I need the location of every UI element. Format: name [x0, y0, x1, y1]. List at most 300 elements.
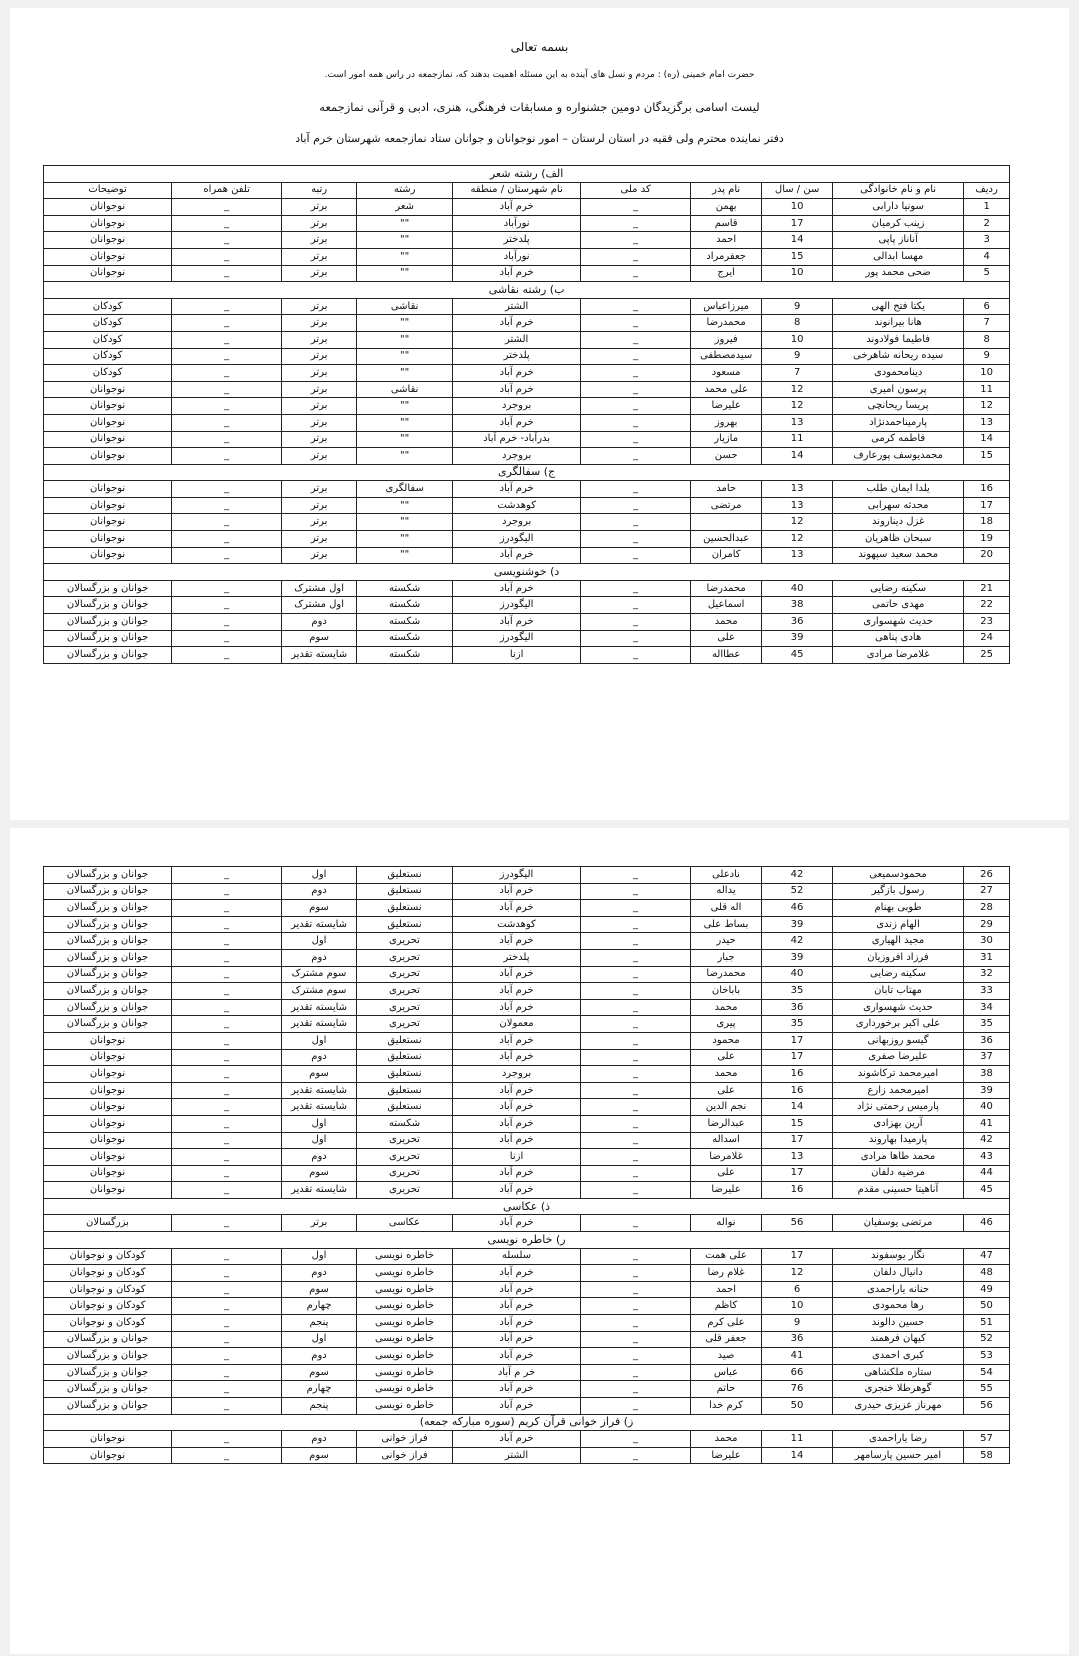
table-cell: 46	[762, 900, 833, 917]
table-cell: _	[172, 1248, 282, 1265]
table-cell: خاطره نویسی	[357, 1298, 453, 1315]
table-cell: پیری	[691, 1016, 762, 1033]
table-cell: _	[581, 497, 691, 514]
table-cell: علی محمد	[691, 381, 762, 398]
table-cell: _	[172, 1016, 282, 1033]
table-cell: 29	[964, 916, 1010, 933]
table-cell: خرم آباد	[453, 1281, 581, 1298]
table-cell: علی همت	[691, 1248, 762, 1265]
table-cell: کودکان و نوجوانان	[44, 1281, 172, 1298]
table-cell: باباخان	[691, 983, 762, 1000]
table-cell: 14	[964, 431, 1010, 448]
table-cell: 55	[964, 1381, 1010, 1398]
table-cell: جوانان و بزرگسالان	[44, 916, 172, 933]
table-cell: مرتضی یوسفیان	[833, 1215, 964, 1232]
table-cell: تحریری	[357, 966, 453, 983]
table-cell: خرم آباد	[453, 614, 581, 631]
table-row	[44, 1066, 1010, 1083]
table-cell: 14	[762, 448, 833, 465]
column-header-row	[44, 182, 1010, 199]
table-cell: _	[172, 398, 282, 415]
table-cell: 15	[762, 248, 833, 265]
table-cell: ضحی محمد پور	[833, 265, 964, 282]
table-cell: ""	[357, 547, 453, 564]
table-cell: _	[172, 1281, 282, 1298]
table-cell: عکاسی	[357, 1215, 453, 1232]
table-cell: _	[172, 215, 282, 232]
table-cell: ""	[357, 431, 453, 448]
table-cell: 27	[964, 883, 1010, 900]
table-cell: عطااله	[691, 647, 762, 664]
table-cell: خرم آباد	[453, 1115, 581, 1132]
table-cell: خرم آباد	[453, 983, 581, 1000]
table-cell: 6	[762, 1281, 833, 1298]
table-cell: _	[172, 1049, 282, 1066]
table-cell: _	[581, 365, 691, 382]
table-cell: _	[581, 1315, 691, 1332]
table-cell: 45	[762, 647, 833, 664]
table-cell: 13	[762, 414, 833, 431]
table-cell: 15	[762, 1115, 833, 1132]
table-row	[44, 248, 1010, 265]
table-cell: _	[172, 1215, 282, 1232]
table-cell: _	[581, 966, 691, 983]
table-cell: _	[581, 265, 691, 282]
section-title: ب) رشته نقاشی	[44, 282, 1010, 299]
table-cell: شایسته تقدیر	[282, 647, 357, 664]
table-cell: 11	[762, 1431, 833, 1448]
table-cell: _	[581, 1215, 691, 1232]
table-cell: نوجوانان	[44, 514, 172, 531]
table-cell: علی	[691, 630, 762, 647]
column-header: تلفن همراه	[172, 182, 282, 199]
table-cell: چهارم	[282, 1298, 357, 1315]
table-cell: علی	[691, 1049, 762, 1066]
table-cell: 42	[762, 867, 833, 884]
table-cell: پارمیس رحمتی نژاد	[833, 1099, 964, 1116]
section-row	[44, 464, 1010, 481]
table-cell: هانا بیرانوند	[833, 315, 964, 332]
table-cell: کوهدشت	[453, 497, 581, 514]
table-cell: _	[172, 1115, 282, 1132]
table-row	[44, 1215, 1010, 1232]
table-cell: اول	[282, 1248, 357, 1265]
table-cell: _	[581, 1281, 691, 1298]
table-cell: 6	[964, 298, 1010, 315]
table-cell: نوجوانان	[44, 414, 172, 431]
section-row	[44, 564, 1010, 581]
table-cell: _	[581, 1149, 691, 1166]
table-cell: _	[581, 1248, 691, 1265]
table-cell: _	[172, 497, 282, 514]
table-cell: محمد سعید سپهوند	[833, 547, 964, 564]
table-cell: شکسته	[357, 597, 453, 614]
table-cell: 36	[762, 614, 833, 631]
table-row	[44, 966, 1010, 983]
table-cell: 16	[964, 481, 1010, 498]
table-cell: _	[172, 597, 282, 614]
table-cell: _	[581, 1331, 691, 1348]
column-header: رتبه	[282, 182, 357, 199]
table-cell: غزل دیناروند	[833, 514, 964, 531]
table-cell: دوم	[282, 1348, 357, 1365]
table-cell: حامد	[691, 481, 762, 498]
table-cell: _	[172, 1447, 282, 1464]
table-cell: محمدرضا	[691, 580, 762, 597]
table-row	[44, 199, 1010, 216]
table-cell: خاطره نویسی	[357, 1398, 453, 1415]
table-cell: _	[172, 331, 282, 348]
table-cell: جوانان و بزرگسالان	[44, 1348, 172, 1365]
table-cell: زینب کرمیان	[833, 215, 964, 232]
table-row	[44, 398, 1010, 415]
table-cell: دوم	[282, 614, 357, 631]
table-cell: صید	[691, 1348, 762, 1365]
table-cell: علی کرم	[691, 1315, 762, 1332]
table-cell: 33	[964, 983, 1010, 1000]
table-row	[44, 597, 1010, 614]
table-cell: نوجوانان	[44, 398, 172, 415]
table-cell: 40	[762, 966, 833, 983]
table-cell: جوانان و بزرگسالان	[44, 597, 172, 614]
table-cell: 30	[964, 933, 1010, 950]
table-cell: تحریری	[357, 1132, 453, 1149]
table-cell: نوجوانان	[44, 1182, 172, 1199]
table-cell: _	[581, 614, 691, 631]
table-cell: 3	[964, 232, 1010, 249]
table-row	[44, 1082, 1010, 1099]
table-cell: نادعلی	[691, 867, 762, 884]
table-cell: 1	[964, 199, 1010, 216]
table-cell: سوم	[282, 1364, 357, 1381]
table-cell: محدثه سهرابی	[833, 497, 964, 514]
table-cell: امیرمحمد ترکاشوند	[833, 1066, 964, 1083]
table-cell: _	[172, 232, 282, 249]
table-cell: حسن	[691, 448, 762, 465]
table-cell: غلام رضا	[691, 1265, 762, 1282]
table-cell: _	[172, 867, 282, 884]
table-cell: خاطره نویسی	[357, 1248, 453, 1265]
table-cell: _	[172, 248, 282, 265]
table-cell: نستعلیق	[357, 1066, 453, 1083]
table-cell: 9	[964, 348, 1010, 365]
table-cell: 66	[762, 1364, 833, 1381]
table-row	[44, 315, 1010, 332]
table-cell: اول مشترک	[282, 580, 357, 597]
table-cell: برتر	[282, 248, 357, 265]
table-cell: خر م آباد	[453, 1364, 581, 1381]
table-cell: دوم	[282, 1049, 357, 1066]
table-cell: خاطره نویسی	[357, 1348, 453, 1365]
table-cell: برتر	[282, 232, 357, 249]
table-cell: نستعلیق	[357, 916, 453, 933]
table-row	[44, 215, 1010, 232]
table-cell: جوانان و بزرگسالان	[44, 630, 172, 647]
table-cell: بساط علی	[691, 916, 762, 933]
doc-quote: حضرت امام خمینی (ره) : مردم و نسل های آینده به این مسئله اهمیت بدهند که، نمازجمعه در راس همه امور است.	[324, 70, 755, 80]
table-row	[44, 365, 1010, 382]
table-cell: محمد	[691, 999, 762, 1016]
table-cell: _	[172, 315, 282, 332]
table-cell: _	[581, 1398, 691, 1415]
table-cell: _	[172, 1431, 282, 1448]
table-cell: 17	[762, 1165, 833, 1182]
table-cell: علیرضا	[691, 1182, 762, 1199]
table-row	[44, 999, 1010, 1016]
table-cell: _	[581, 647, 691, 664]
winners-table-part-2	[43, 866, 1010, 1464]
table-cell: جوانان و بزرگسالان	[44, 580, 172, 597]
table-cell: پارمیناحمدنژاد	[833, 414, 964, 431]
table-row	[44, 580, 1010, 597]
table-cell: فیروز	[691, 331, 762, 348]
table-cell: خرم آباد	[453, 580, 581, 597]
table-cell: الهام زندی	[833, 916, 964, 933]
table-cell: نوجوانان	[44, 199, 172, 216]
table-cell: _	[581, 481, 691, 498]
table-cell: ""	[357, 365, 453, 382]
table-cell: محمود	[691, 1032, 762, 1049]
table-cell: 23	[964, 614, 1010, 631]
section-title: د) خوشنویسی	[44, 564, 1010, 581]
table-cell: دوم	[282, 1149, 357, 1166]
table-cell: کامران	[691, 547, 762, 564]
table-cell: اول	[282, 1132, 357, 1149]
table-cell: خرم آباد	[453, 1315, 581, 1332]
table-cell: _	[581, 933, 691, 950]
table-row	[44, 298, 1010, 315]
table-cell: خرم آباد	[453, 1431, 581, 1448]
table-cell: _	[581, 1431, 691, 1448]
table-cell: رسول بازگیر	[833, 883, 964, 900]
table-cell: 38	[762, 597, 833, 614]
table-cell: علیرضا	[691, 1447, 762, 1464]
table-cell: نستعلیق	[357, 1049, 453, 1066]
table-cell: نوجوانان	[44, 381, 172, 398]
table-cell: 43	[964, 1149, 1010, 1166]
table-cell: عباس	[691, 1364, 762, 1381]
table-cell: شکسته	[357, 647, 453, 664]
table-row	[44, 933, 1010, 950]
table-cell: برتر	[282, 315, 357, 332]
table-cell: نوجوانان	[44, 1115, 172, 1132]
table-row	[44, 1348, 1010, 1365]
table-cell: _	[172, 1165, 282, 1182]
table-cell: _	[581, 1348, 691, 1365]
table-cell: مجید الهیاری	[833, 933, 964, 950]
table-cell: اول	[282, 867, 357, 884]
table-row	[44, 1331, 1010, 1348]
table-row	[44, 414, 1010, 431]
table-cell: _	[581, 531, 691, 548]
table-cell: یلدا ایمان طلب	[833, 481, 964, 498]
table-cell	[691, 514, 762, 531]
table-cell: شایسته تقدیر	[282, 999, 357, 1016]
table-cell: ""	[357, 514, 453, 531]
table-cell: امیرمحمد زارع	[833, 1082, 964, 1099]
table-cell: آرین بهزادی	[833, 1115, 964, 1132]
table-cell: 38	[964, 1066, 1010, 1083]
table-cell: سوم	[282, 1066, 357, 1083]
table-cell: خرم آباد	[453, 1182, 581, 1199]
table-cell: نوجوانان	[44, 1149, 172, 1166]
table-cell: کودکان	[44, 348, 172, 365]
table-cell: 14	[762, 1447, 833, 1464]
table-row	[44, 916, 1010, 933]
table-cell: غلامرضا مرادی	[833, 647, 964, 664]
table-cell: حسین دالوند	[833, 1315, 964, 1332]
table-cell: _	[581, 215, 691, 232]
table-cell: حدیث شهسواری	[833, 999, 964, 1016]
table-cell: جوانان و بزرگسالان	[44, 1364, 172, 1381]
table-cell: گیسو روزبهانی	[833, 1032, 964, 1049]
table-cell: تحریری	[357, 1182, 453, 1199]
table-cell: _	[581, 315, 691, 332]
table-cell: شایسته تقدیر	[282, 1016, 357, 1033]
table-cell: _	[172, 1265, 282, 1282]
table-cell: خاطره نویسی	[357, 1281, 453, 1298]
table-cell: 41	[762, 1348, 833, 1365]
table-cell: خرم آباد	[453, 381, 581, 398]
table-cell: عبدالرضا	[691, 1115, 762, 1132]
table-cell: علی اکبر برخورداری	[833, 1016, 964, 1033]
table-cell: برتر	[282, 514, 357, 531]
table-cell: طوبی بهنام	[833, 900, 964, 917]
table-cell: اول مشترک	[282, 597, 357, 614]
table-row	[44, 514, 1010, 531]
table-cell: _	[581, 999, 691, 1016]
table-cell: _	[581, 1381, 691, 1398]
table-cell: _	[581, 916, 691, 933]
table-cell: سوم	[282, 1447, 357, 1464]
table-cell: 14	[762, 1099, 833, 1116]
table-cell: معمولان	[453, 1016, 581, 1033]
document-page-2	[10, 828, 1069, 1654]
table-cell: برتر	[282, 365, 357, 382]
table-cell: ستاره ملکشاهی	[833, 1364, 964, 1381]
table-cell: حیدر	[691, 933, 762, 950]
table-cell: سیده ریحانه شاهرخی	[833, 348, 964, 365]
table-row	[44, 614, 1010, 631]
table-cell: دانیال دلفان	[833, 1265, 964, 1282]
table-cell: سوم	[282, 900, 357, 917]
column-header: نام و نام خانوادگی	[833, 182, 964, 199]
table-cell: علی	[691, 1082, 762, 1099]
table-cell: فراز خوانی	[357, 1431, 453, 1448]
table-cell: چهارم	[282, 1381, 357, 1398]
table-cell: _	[581, 199, 691, 216]
table-cell: محمد	[691, 1431, 762, 1448]
table-cell: 44	[964, 1165, 1010, 1182]
table-cell: خرم آباد	[453, 1082, 581, 1099]
table-cell: سکینه رضایی	[833, 580, 964, 597]
table-cell: مرتضی	[691, 497, 762, 514]
table-cell: _	[172, 949, 282, 966]
table-cell: _	[172, 531, 282, 548]
table-cell: 50	[762, 1398, 833, 1415]
section-row	[44, 1414, 1010, 1431]
table-cell: پنجم	[282, 1398, 357, 1415]
table-cell: 39	[964, 1082, 1010, 1099]
table-cell: پرسون امیری	[833, 381, 964, 398]
column-header: سن / سال	[762, 182, 833, 199]
table-cell: خاطره نویسی	[357, 1364, 453, 1381]
table-cell: کودکان	[44, 315, 172, 332]
table-cell: نوجوانان	[44, 215, 172, 232]
table-cell: جوانان و بزرگسالان	[44, 966, 172, 983]
table-cell: 36	[762, 999, 833, 1016]
table-cell: علیرضا	[691, 398, 762, 415]
table-cell: بهروز	[691, 414, 762, 431]
table-cell: 35	[762, 1016, 833, 1033]
table-cell: ""	[357, 414, 453, 431]
table-cell: خرم آباد	[453, 1398, 581, 1415]
table-cell: ایرج	[691, 265, 762, 282]
table-cell: مازیار	[691, 431, 762, 448]
table-cell: نوجوانان	[44, 232, 172, 249]
table-cell: اول	[282, 1032, 357, 1049]
table-row	[44, 348, 1010, 365]
table-cell: نستعلیق	[357, 883, 453, 900]
table-cell: مهسا ابدالی	[833, 248, 964, 265]
table-cell: ""	[357, 315, 453, 332]
table-cell: کبری احمدی	[833, 1348, 964, 1365]
table-cell: ""	[357, 448, 453, 465]
table-row	[44, 331, 1010, 348]
table-cell: جوانان و بزرگسالان	[44, 900, 172, 917]
doc-title: بسمه تعالی	[510, 40, 569, 54]
table-cell: جعفرمراد	[691, 248, 762, 265]
table-cell: تحریری	[357, 1149, 453, 1166]
table-cell: _	[581, 1066, 691, 1083]
table-cell: رها محمودی	[833, 1298, 964, 1315]
table-cell: 12	[762, 531, 833, 548]
table-cell: میرزاعباس	[691, 298, 762, 315]
table-cell: _	[581, 883, 691, 900]
table-cell: جوانان و بزرگسالان	[44, 1331, 172, 1348]
table-cell: _	[172, 514, 282, 531]
table-cell: _	[581, 431, 691, 448]
table-cell: 16	[762, 1182, 833, 1199]
table-cell: 39	[762, 630, 833, 647]
table-cell: _	[172, 298, 282, 315]
table-cell: 18	[964, 514, 1010, 531]
table-cell: خرم آباد	[453, 365, 581, 382]
table-cell: نورآباد	[453, 248, 581, 265]
table-cell: _	[172, 1066, 282, 1083]
table-cell: محمدیوسف پورعارف	[833, 448, 964, 465]
table-cell: _	[172, 348, 282, 365]
table-cell: 54	[964, 1364, 1010, 1381]
table-cell: نوجوانان	[44, 448, 172, 465]
table-cell: 37	[964, 1049, 1010, 1066]
table-row	[44, 900, 1010, 917]
table-cell: شایسته تقدیر	[282, 1082, 357, 1099]
table-cell: نستعلیق	[357, 1099, 453, 1116]
table-cell: خرم آباد	[453, 1348, 581, 1365]
table-cell: الیگودرز	[453, 867, 581, 884]
table-cell: _	[172, 414, 282, 431]
table-row	[44, 1182, 1010, 1199]
table-cell: اول	[282, 933, 357, 950]
table-cell: _	[172, 933, 282, 950]
column-header: رشته	[357, 182, 453, 199]
table-cell: نواله	[691, 1215, 762, 1232]
table-cell: ""	[357, 265, 453, 282]
table-cell: کودکان	[44, 365, 172, 382]
table-cell: _	[581, 1298, 691, 1315]
table-cell: پلدختر	[453, 348, 581, 365]
